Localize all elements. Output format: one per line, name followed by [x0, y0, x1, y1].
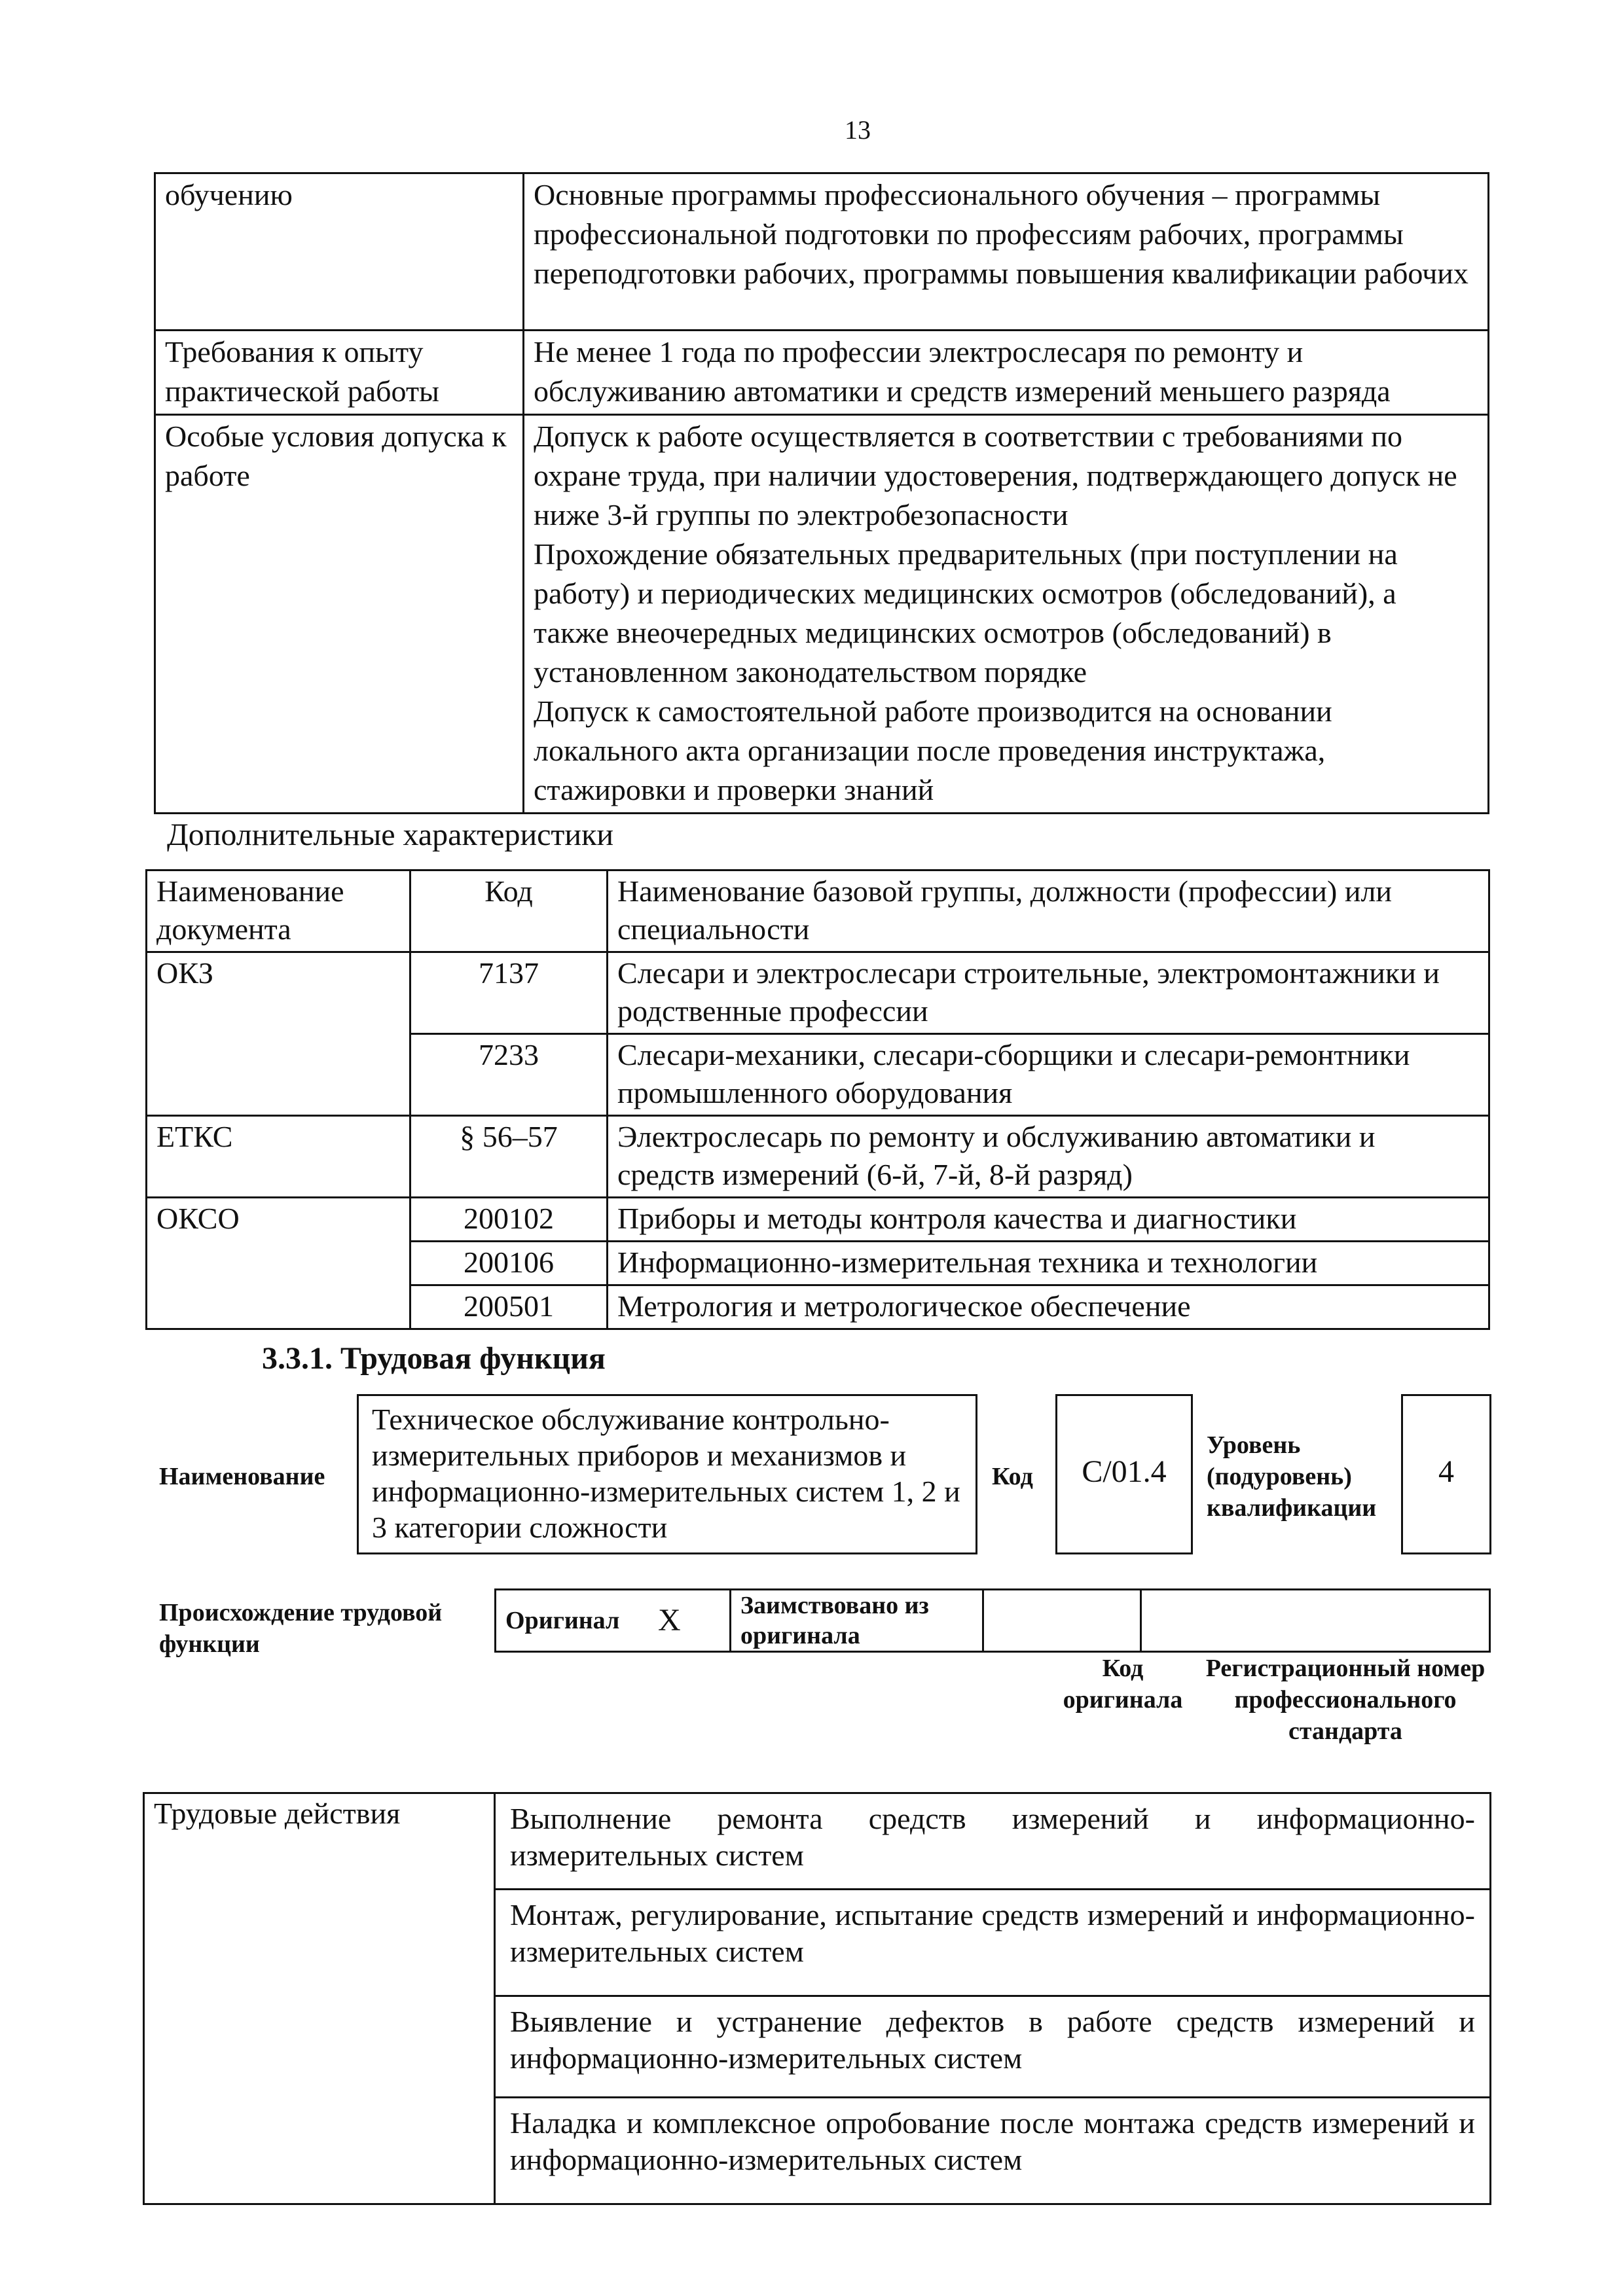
table-row — [496, 1590, 1490, 1652]
header-doc: Наименование документа — [147, 870, 410, 952]
row-value — [524, 415, 1489, 814]
original-cell: Оригинал — [496, 1590, 649, 1652]
function-level-box: 4 — [1401, 1394, 1491, 1554]
name-cell: Слесари и электрослесари строительные, электромонтажники и родственные профессии — [608, 952, 1489, 1034]
value-line: Допуск к работе осуществляется в соответствии с требованиями по охране труда, при наличии удостоверения, подтверждающего допуск не ниже 3-й группы по электробезопасности — [534, 420, 1457, 531]
labor-action-item: Выполнение ремонта средств измерений и информационно-измерительных систем — [495, 1793, 1491, 1890]
original-mark: X — [649, 1590, 731, 1652]
original-code-cell — [983, 1590, 1141, 1652]
table-row — [155, 331, 1489, 415]
header-name: Наименование базовой группы, должности (профессии) или специальности — [608, 870, 1489, 952]
row-value: Основные программы профессионального обучения – программы профессиональной подготовки по профессиям рабочих, программы переподготовки рабочих, программы повышения квалификации рабочих — [524, 173, 1489, 331]
reg-number-cell — [1141, 1590, 1490, 1652]
additional-title: Дополнительные характеристики — [167, 817, 614, 852]
doc-cell: ЕТКС — [147, 1116, 410, 1198]
table-row — [144, 1793, 1491, 1890]
name-cell: Метрология и метрологическое обеспечение — [608, 1285, 1489, 1329]
name-cell: Информационно-измерительная техника и технологии — [608, 1242, 1489, 1285]
code-cell: 200501 — [410, 1285, 608, 1329]
labor-actions-table — [143, 1792, 1491, 2205]
qualification-table — [154, 172, 1489, 814]
value-line: Допуск к самостоятельной работе производится на основании локального акта организации после проведения инструктажа, стажировки и проверки знаний — [534, 694, 1332, 806]
function-name-box: Техническое обслуживание контрольно-измерительных приборов и механизмов и информационно-измерительных систем 1, 2 и 3 категории сложности — [357, 1394, 977, 1554]
name-cell: Приборы и методы контроля качества и диагностики — [608, 1198, 1489, 1242]
labor-action-item: Выявление и устранение дефектов в работе средств измерений и информационно-измерительных систем — [495, 1996, 1491, 2098]
function-heading: 3.3.1. Трудовая функция — [262, 1341, 606, 1376]
code-cell: 7137 — [410, 952, 608, 1034]
code-cell: 200102 — [410, 1198, 608, 1242]
row-label: Особые условия допуска к работе — [155, 415, 524, 814]
labor-actions-label: Трудовые действия — [144, 1793, 495, 2204]
origin-table — [494, 1588, 1491, 1653]
reg-caption: Регистрационный номер профессионального стандарта — [1205, 1655, 1486, 1745]
function-code-box: C/01.4 — [1055, 1394, 1193, 1554]
page-number: 13 — [845, 115, 871, 145]
code-cell: § 56–57 — [410, 1116, 608, 1198]
doc-cell: ОКСО — [147, 1198, 410, 1329]
value-line: Прохождение обязательных предварительных (при поступлении на работу) и периодических медицинских осмотров (обследований), а также внеочередных медицинских осмотров (обследований) в установленном законодательством порядке — [534, 537, 1398, 689]
origin-label: Происхождение трудовой функции — [159, 1599, 443, 1658]
row-value: Не менее 1 года по профессии электрослесаря по ремонту и обслуживанию автоматики и средств измерений меньшего разряда — [524, 331, 1489, 415]
table-row — [147, 1116, 1489, 1198]
table-row — [147, 952, 1489, 1034]
table-row — [147, 1198, 1489, 1242]
code-label: Код — [992, 1463, 1033, 1490]
name-cell: Слесари-механики, слесари-сборщики и слесари-ремонтники промышленного оборудования — [608, 1034, 1489, 1116]
additional-table — [145, 869, 1490, 1330]
header-code: Код — [410, 870, 608, 952]
name-label: Наименование — [159, 1463, 325, 1490]
labor-action-item: Монтаж, регулирование, испытание средств измерений и информационно-измерительных систем — [495, 1890, 1491, 1996]
code-cell: 200106 — [410, 1242, 608, 1285]
row-label: обучению — [155, 173, 524, 331]
borrowed-cell: Заимствовано из оригинала — [731, 1590, 983, 1652]
code-cell: 7233 — [410, 1034, 608, 1116]
name-cell: Электрослесарь по ремонту и обслуживанию автоматики и средств измерений (6-й, 7-й, 8-й разряд) — [608, 1116, 1489, 1198]
table-row — [155, 415, 1489, 814]
table-header-row — [147, 870, 1489, 952]
row-label: Требования к опыту практической работы — [155, 331, 524, 415]
level-label: Уровень (подуровень) квалификации — [1207, 1431, 1377, 1522]
doc-cell: ОКЗ — [147, 952, 410, 1116]
code-caption: Код оригинала — [1063, 1655, 1183, 1713]
table-row — [155, 173, 1489, 331]
labor-action-item: Наладка и комплексное опробование после монтажа средств измерений и информационно-измерительных систем — [495, 2098, 1491, 2204]
